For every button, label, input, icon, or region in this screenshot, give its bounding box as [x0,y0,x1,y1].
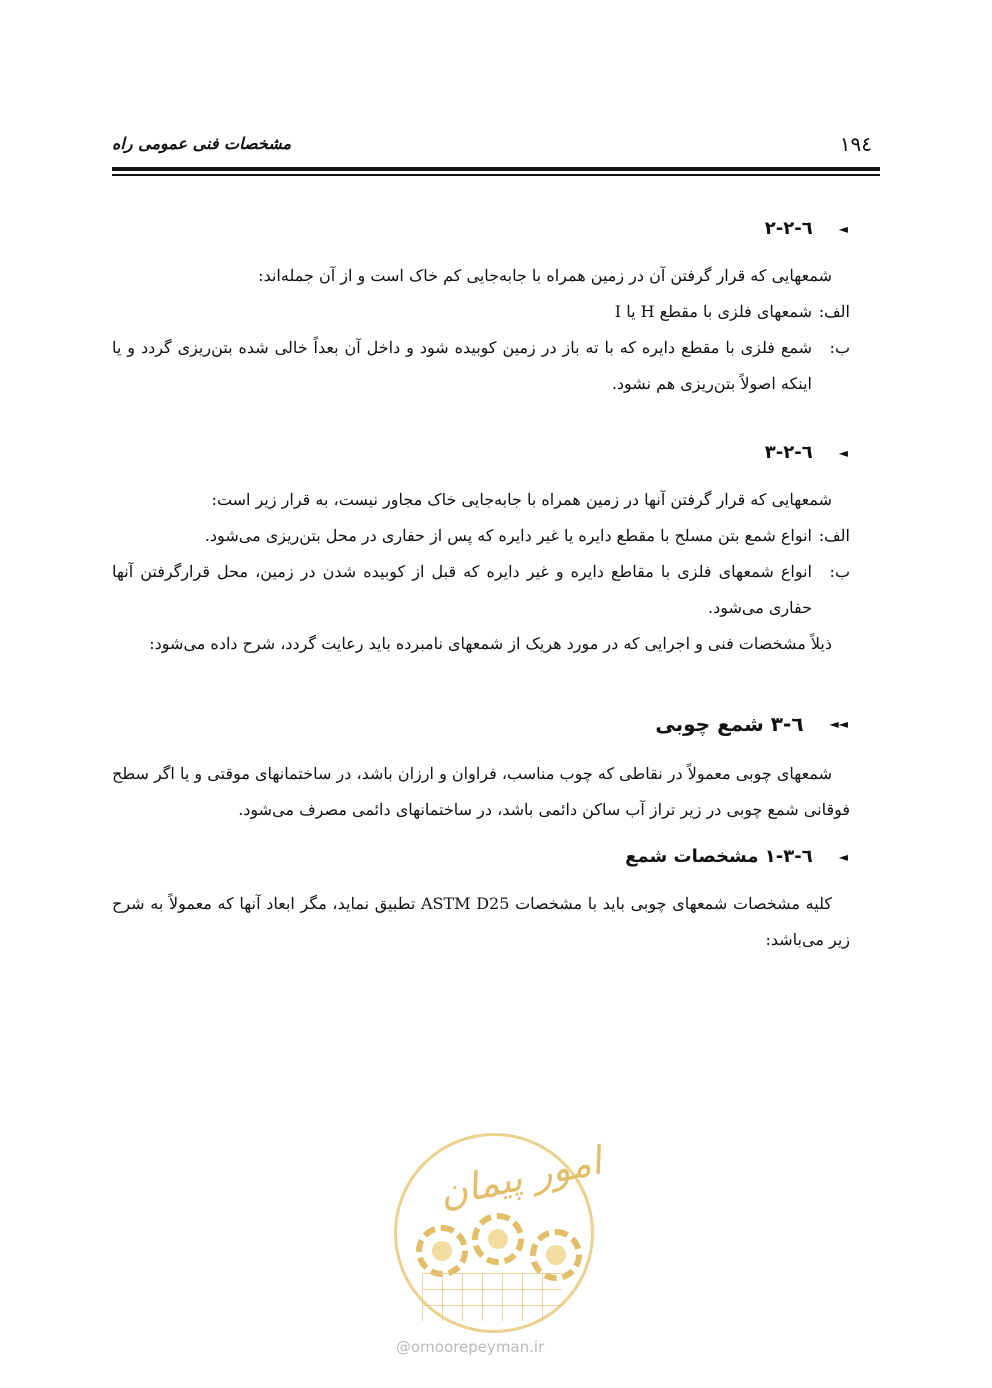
section-number: ٦-٢-٣ [764,442,813,463]
paragraph: شمعهایی که قرار گرفتن آنها در زمین همراه با جابه‌جایی خاک مجاور نیست، به قرار زیر است: [211,490,832,509]
list-item [112,518,850,554]
paragraph: کلیه مشخصات شمعهای چوبی باید با مشخصات ASTM D25 تطبیق نماید، مگر ابعاد آنها که معمولاً به شرح زیر می‌باشد: [112,894,850,949]
bullet-icon: ◄ [838,222,848,236]
paragraph: شمعهایی که قرار گرفتن آن در زمین همراه با جابه‌جایی کم خاک است و از آن جمله‌اند: [258,266,832,285]
list-item [112,330,850,402]
section-title: ٦-٣ شمع چوبی [655,712,804,736]
list-item-label: ب: [829,562,850,581]
double-bullet-icon: ◄◄ [829,717,848,731]
section-heading-6-3-1 [112,828,848,886]
section-heading-6-3 [112,692,848,756]
list-item [112,294,850,330]
paragraph: ذیلاً مشخصات فنی و اجرایی که در مورد هریک از شمعهای نامبرده باید رعایت گردد، شرح داده می‌شود: [149,634,832,653]
list-item [112,554,850,626]
bullet-icon: ◄ [838,850,848,864]
watermark-logo [388,1133,610,1343]
list-item-text: انواع شمعهای فلزی با مقاطع دایره و غیر دایره که قبل از کوبیده شدن در زمین، محل قرارگرفتن آنها حفاری می‌شود. [112,562,812,617]
section-number: ٦-٢-٢ [764,218,813,239]
paragraph: شمعهای چوبی معمولاً در نقاطی که چوب مناسب، فراوان و ارزان باشد، در ساختمانهای موقتی و یا اگر سطح فوقانی شمع چوبی در زیر تراز آب ساکن دائمی باشد، در ساختمانهای دائمی مصرف می‌شود. [112,764,850,819]
page-number: ۱۹٤ [839,132,872,156]
list-item-text: شمع فلزی با مقطع دایره که با ته باز در زمین کوبیده شود و داخل آن بعداً خالی شده بتن‌ریزی گردد و یا اینکه اصولاً بتن‌ریزی هم نشود. [112,338,812,393]
list-item-label: ب: [829,338,850,357]
watermark-url: @omoorepeyman.ir [396,1338,545,1356]
section-heading-6-2-2 [112,200,848,258]
page-header [112,128,880,158]
bullet-icon: ◄ [838,446,848,460]
list-item-text: شمعهای فلزی با مقطع H یا I [614,302,812,321]
section-heading-6-2-3 [112,424,848,482]
list-item-label: الف: [818,526,850,545]
header-rule-thin [112,174,880,176]
section-title: ٦-٣-١ مشخصات شمع [625,846,813,867]
logo-script: امور پیمان [435,1138,606,1216]
running-title: مشخصات فنی عمومی راه [112,134,292,153]
list-item-text: انواع شمع بتن مسلح با مقطع دایره یا غیر دایره که پس از حفاری در محل بتن‌ریزی می‌شود. [204,526,812,545]
page-content [112,200,850,958]
list-item-label: الف: [818,302,850,321]
grid-icon [422,1273,562,1321]
header-rule-thick [112,167,880,171]
